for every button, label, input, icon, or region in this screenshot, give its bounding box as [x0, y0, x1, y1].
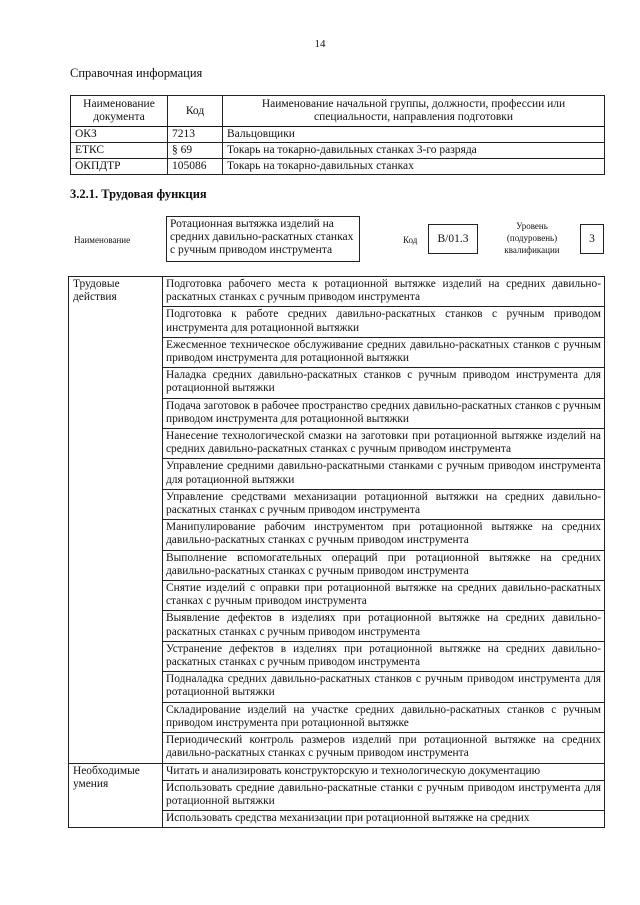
- labor-action-text: Управление средними давильно-раскатными станками с ручным приводом инструмента для ротационной вытяжки: [163, 459, 605, 489]
- function-code-value: B/01.3: [428, 224, 478, 254]
- skill-category-label: Необходимые умения: [69, 763, 163, 828]
- reference-title: Справочная информация: [70, 66, 203, 80]
- labor-action-text: Подготовка рабочего места к ротационной вытяжке изделий на средних давильно-раскатных станках с ручным приводом инструмента: [163, 277, 605, 307]
- labor-action-text: Снятие изделий с оправки при ротационной вытяжке на средних давильно-раскатных станках с ручным приводом инструмента: [163, 581, 605, 611]
- reference-doc: ОКЗ: [71, 127, 168, 143]
- function-code-label: Код: [403, 235, 418, 245]
- reference-code: § 69: [168, 143, 223, 159]
- labor-action-text: Ежесменное техническое обслуживание средних давильно-раскатных станков с ручным приводом инструмента для ротационной вытяжки: [163, 337, 605, 367]
- labor-action-text: Манипулирование рабочим инструментом при ротационной вытяжке на средних давильно-раскатных станках с ручным приводом инструмента: [163, 520, 605, 550]
- reference-header-row: [71, 96, 605, 127]
- labor-action-text: Наладка средних давильно-раскатных станков с ручным приводом инструмента для ротационной вытяжки: [163, 368, 605, 398]
- labor-action-category-label: Трудовые действия: [69, 277, 163, 764]
- labor-action-text: Выявление дефектов в изделиях при ротационной вытяжке на средних давильно-раскатных станках с ручным приводом инструмента: [163, 611, 605, 641]
- labor-action-text: Нанесение технологической смазки на заготовки при ротационной вытяжке изделий на средних давильно-раскатных станках с ручным приводом инструмента: [163, 429, 605, 459]
- skill-row: [69, 763, 605, 780]
- function-details-body: [69, 277, 605, 828]
- reference-row: [71, 143, 605, 159]
- labor-action-text: Устранение дефектов в изделиях при ротационной вытяжке на средних давильно-раскатных станках с ручным приводом инструмента: [163, 641, 605, 671]
- skill-text: Использовать средства механизации при ротационной вытяжке на средних: [163, 811, 605, 828]
- header-code: Код: [168, 96, 223, 127]
- function-name-label: Наименование: [74, 235, 131, 245]
- qualification-level-label: Уровень (подуровень) квалификации: [504, 221, 560, 255]
- reference-doc: ОКПДТР: [71, 159, 168, 175]
- labor-action-text: Выполнение вспомогательных операций при ротационной вытяжке на средних давильно-раскатных станках с ручным приводом инструмента: [163, 550, 605, 580]
- labor-action-text: Подача заготовок в рабочее пространство средних давильно-раскатных станков с ручным приводом инструмента для ротационной вытяжки: [163, 398, 605, 428]
- reference-name: Токарь на токарно-давильных станках 3-го разряда: [223, 143, 605, 159]
- function-details-table: [68, 276, 605, 828]
- labor-action-text: Подготовка к работе средних давильно-раскатных станков с ручным приводом инструмента для ротационной вытяжки: [163, 307, 605, 337]
- labor-action-text: Управление средствами механизации ротационной вытяжки на средних давильно-раскатных станках с ручным приводом инструмента: [163, 489, 605, 519]
- labor-action-text: Складирование изделий на участке средних давильно-раскатных станков с ручным приводом инструмента при ротационной вытяжке: [163, 702, 605, 732]
- page-number: 14: [314, 38, 326, 50]
- reference-table: [70, 95, 605, 175]
- header-document: Наименование документа: [71, 96, 168, 127]
- qualification-level-value: 3: [580, 224, 604, 254]
- reference-name: Токарь на токарно-давильных станках: [223, 159, 605, 175]
- reference-row: [71, 127, 605, 143]
- section-title: 3.2.1. Трудовая функция: [70, 187, 207, 201]
- reference-code: 7213: [168, 127, 223, 143]
- reference-code: 105086: [168, 159, 223, 175]
- labor-action-row: [69, 277, 605, 307]
- function-name-value: Ротационная вытяжка изделий на средних давильно-раскатных станках с ручным приводом инструмента: [166, 216, 360, 262]
- skill-text: Использовать средние давильно-раскатные станки с ручным приводом инструмента для ротационной вытяжки: [163, 780, 605, 810]
- labor-action-text: Подналадка средних давильно-раскатных станков с ручным приводом инструмента для ротационной вытяжки: [163, 672, 605, 702]
- reference-doc: ЕТКС: [71, 143, 168, 159]
- reference-row: [71, 159, 605, 175]
- skill-text: Читать и анализировать конструкторскую и технологическую документацию: [163, 763, 605, 780]
- labor-action-text: Периодический контроль размеров изделий при ротационной вытяжке на средних давильно-раскатных станках с ручным приводом инструмента: [163, 733, 605, 763]
- reference-name: Вальцовщики: [223, 127, 605, 143]
- header-name: Наименование начальной группы, должности, профессии или специальности, направления подготовки: [223, 96, 605, 127]
- function-header: [70, 216, 610, 266]
